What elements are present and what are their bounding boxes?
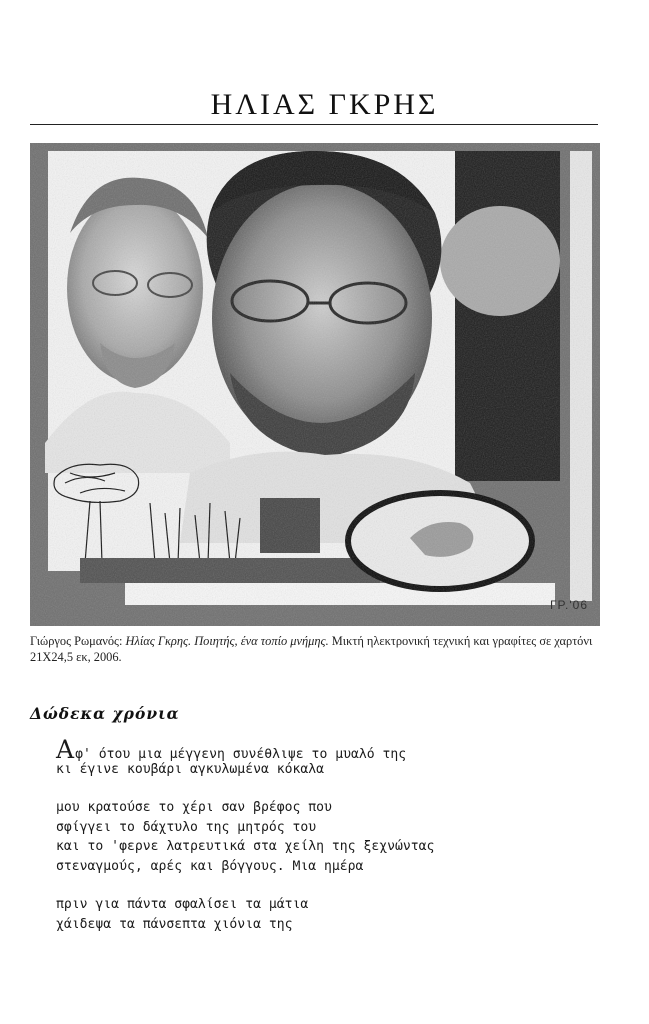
caption-medium-cont: σε χαρτόνι 21Χ24,5 εκ, 2006. — [30, 634, 593, 664]
poem-line: στεναγμούς, αρές και βόγγους. Μια ημέρα — [56, 858, 364, 874]
poem-line: κι έγινε κουβάρι αγκυλωμένα κόκαλα — [56, 761, 325, 777]
poem-line: μου κρατούσε το χέρι σαν βρέφος που — [56, 800, 332, 815]
poem-title: Δώδεκα χρόνια — [30, 704, 180, 723]
poem-stanza — [56, 798, 434, 876]
poem-line: και το 'φερνε λατρευτικά στα χείλη της ξεχνώντας — [56, 839, 435, 854]
collage-portrait-image — [30, 143, 600, 626]
caption-work-title: Ηλίας Γκρης. Ποιητής, ένα τοπίο μνήμης. — [125, 634, 329, 648]
artist-signature: ΓΡ.'06 — [549, 598, 588, 612]
caption-artist: Γιώργος Ρωμανός: — [30, 634, 123, 648]
poem-line — [56, 735, 434, 764]
poem-stanza — [56, 735, 434, 779]
title-divider — [30, 124, 598, 125]
poem-stanza — [56, 895, 434, 934]
collage-artwork — [30, 143, 600, 626]
poem-line: πριν για πάντα σφαλίσει τα μάτια — [56, 897, 309, 912]
image-caption — [30, 633, 605, 665]
page-title: ΗΛΙΑΣ ΓΚΡΗΣ — [210, 88, 439, 121]
poem-line: χάιδεψα τα πάνσεπτα χιόνια της — [56, 916, 293, 932]
caption-medium: Μικτή ηλεκτρονική τεχνική και γραφίτες — [331, 634, 537, 648]
poem-dropcap: Α — [56, 735, 76, 764]
poem-line: σφίγγει το δάχτυλο της μητρός του — [56, 819, 317, 835]
poem-line-text: φ' ότου μια μέγγενη συνέθλιψε το μυαλό της — [75, 747, 407, 762]
poem-body — [56, 735, 435, 953]
